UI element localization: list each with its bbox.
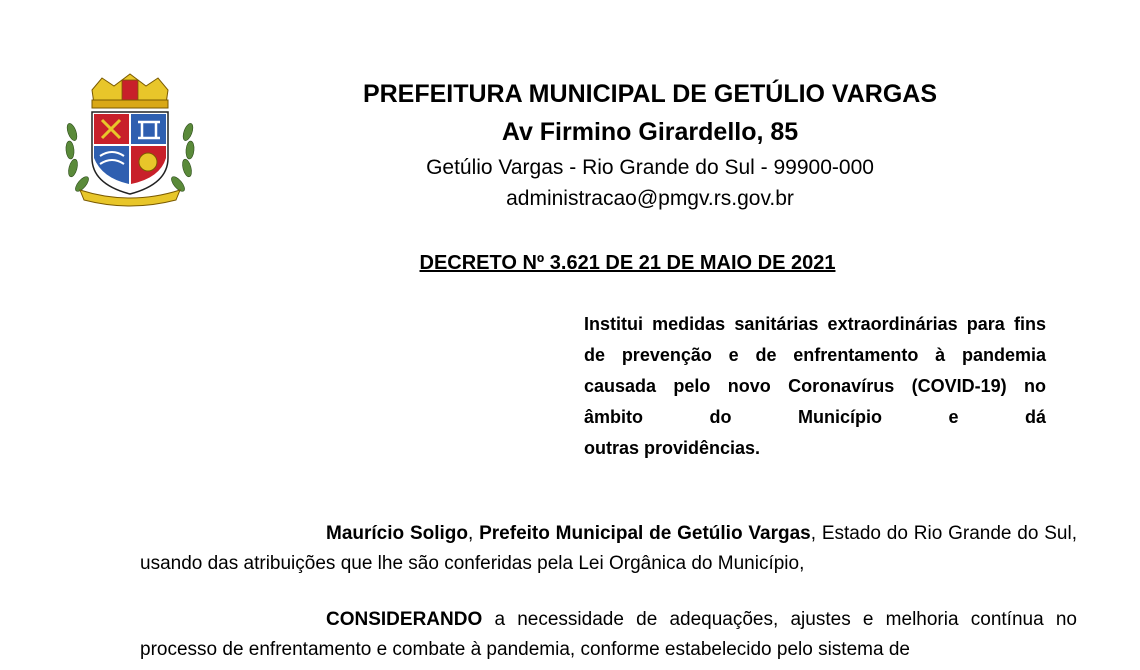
preamble-paragraph bbox=[140, 519, 1077, 579]
separator-text: , bbox=[468, 523, 480, 544]
decree-summary-line: Institui medidas sanitárias extraordinárias bbox=[584, 314, 958, 334]
institution-name: PREFEITURA MUNICIPAL DE GETÚLIO VARGAS bbox=[362, 80, 938, 108]
decree-summary-line: para fins de prevenção e de enfrentamento à bbox=[584, 314, 1046, 365]
city-state-zip: Getúlio Vargas - Rio Grande do Sul - 99900-000 bbox=[426, 156, 874, 179]
considering-keyword: CONSIDERANDO bbox=[326, 609, 483, 630]
mayor-name: Maurício Soligo bbox=[326, 523, 468, 544]
decree-title: DECRETO Nº 3.621 DE 21 DE MAIO DE 2021 bbox=[419, 252, 836, 274]
contact-email: administracao@pmgv.rs.gov.br bbox=[506, 187, 794, 210]
decree-summary-line: pandemia causada pelo novo Coronavírus bbox=[584, 345, 1046, 396]
institution-address: Av Firmino Girardello, 85 bbox=[501, 118, 799, 146]
mayor-title: Prefeito Municipal de Getúlio Vargas bbox=[479, 523, 811, 544]
considering-text: a necessidade de adequações, ajustes e melhoria contínua no processo de enfrentamento e combate à pandemia, conforme estabelecido pelo sistema de bbox=[140, 609, 1077, 660]
decree-summary-line: (COVID-19) no âmbito do Município e dá bbox=[584, 376, 1046, 427]
decree-summary-line: outras providências. bbox=[584, 438, 761, 458]
considering-paragraph bbox=[140, 605, 1077, 665]
decree-summary bbox=[584, 309, 1046, 464]
preamble-text: , Estado do Rio Grande do Sul, usando das atribuições que lhe são conferidas pela Lei Orgânica do Município, bbox=[140, 523, 1077, 574]
municipal-coat-of-arms-icon bbox=[62, 72, 198, 208]
